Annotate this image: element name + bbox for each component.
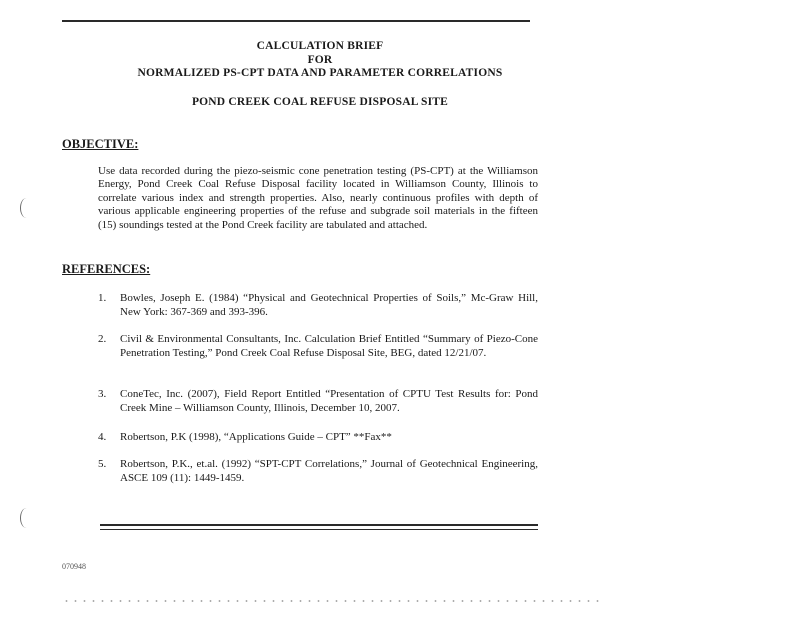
reference-item xyxy=(98,431,538,445)
title-line-1: CALCULATION BRIEF xyxy=(256,40,384,52)
references-heading: REFERENCES: xyxy=(62,262,151,276)
reference-item xyxy=(98,458,538,485)
title-line-2: FOR xyxy=(307,54,333,66)
objective-heading: OBJECTIVE: xyxy=(62,137,139,151)
bottom-rule-lower xyxy=(100,529,538,530)
page-code: 070948 xyxy=(62,562,86,571)
reference-text: Bowles, Joseph E. (1984) “Physical and Geotechnical Properties of Soils,” Mc-Graw Hill, New York: 367-369 and 393-396. xyxy=(120,292,538,318)
top-rule xyxy=(62,20,530,22)
reference-item xyxy=(98,333,538,360)
reference-number: 1. xyxy=(98,292,107,304)
punch-hole-mark-lower xyxy=(20,508,33,528)
site-name: POND CREEK COAL REFUSE DISPOSAL SITE xyxy=(191,96,449,108)
title-line-3: NORMALIZED PS-CPT DATA AND PARAMETER CORRELATIONS xyxy=(137,67,503,79)
bottom-rule-upper xyxy=(100,524,538,526)
reference-item xyxy=(98,388,538,415)
reference-item xyxy=(98,292,538,319)
reference-number: 5. xyxy=(98,458,107,470)
reference-number: 4. xyxy=(98,431,107,443)
reference-number: 3. xyxy=(98,388,107,400)
scan-artifact-dots xyxy=(62,600,602,602)
reference-text: Robertson, P.K (1998), “Applications Guide – CPT” **Fax** xyxy=(120,431,392,443)
reference-text: Civil & Environmental Consultants, Inc. Calculation Brief Entitled “Summary of Piezo-Cone Penetration Testing,” Pond Creek Coal Refuse Disposal Site, BEG, dated 12/21/07. xyxy=(120,333,538,359)
punch-hole-mark-upper xyxy=(20,198,33,218)
reference-number: 2. xyxy=(98,333,107,345)
reference-text: ConeTec, Inc. (2007), Field Report Entitled “Presentation of CPTU Test Results for: Pond Creek Mine – Williamson County, Illinois, December 10, 2007. xyxy=(120,388,538,414)
objective-text: Use data recorded during the piezo-seismic cone penetration testing (PS-CPT) at the Williamson Energy, Pond Creek Coal Refuse Disposal facility located in Williamson County, Illinois to correlate various index and strength properties. Also, nearly continuous profiles with depth of various applicable engineering properties of the refuse and subgrade soil materials in the fifteen (15) soundings tested at the Pond Creek facility are tabulated and attached. xyxy=(98,165,538,231)
reference-text: Robertson, P.K., et.al. (1992) “SPT-CPT Correlations,” Journal of Geotechnical Engineering, ASCE 109 (11): 1449-1459. xyxy=(120,458,538,484)
